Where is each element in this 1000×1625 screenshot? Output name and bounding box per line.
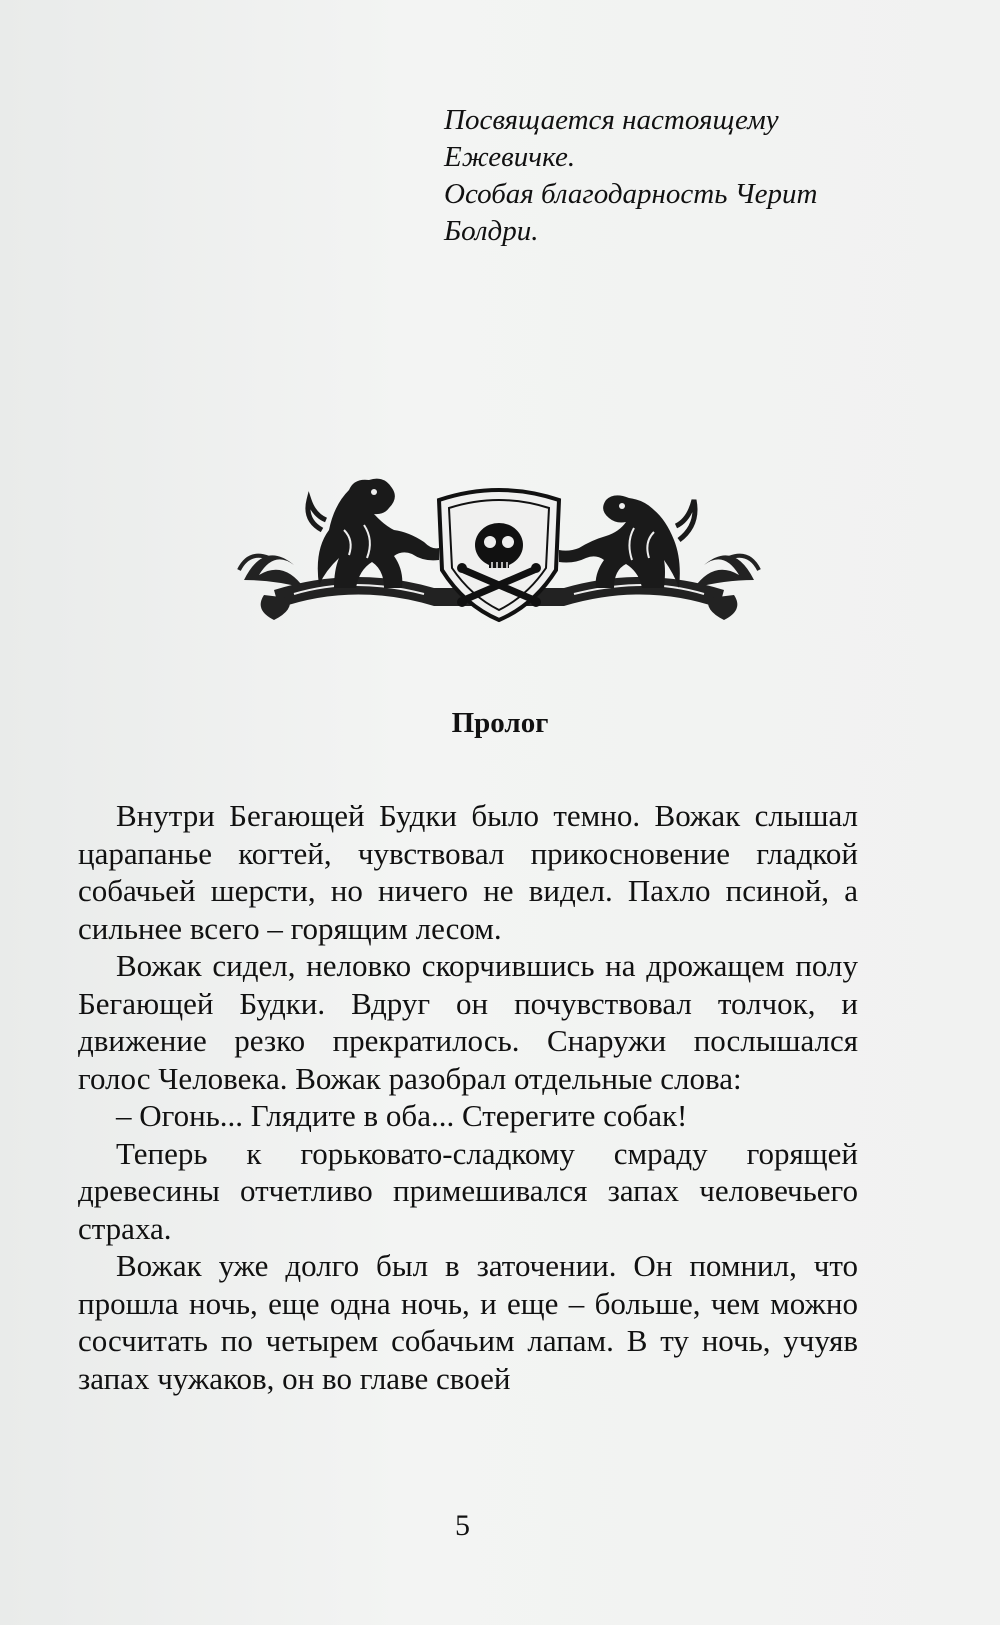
- chapter-title: Пролог: [451, 707, 549, 739]
- dedication-line-1: Посвящается настоящему Ежевичке.: [444, 104, 779, 173]
- body-text: [78, 797, 858, 1397]
- paragraph: Вожак сидел, неловко скорчившись на дрожащем полу Бегающей Будки. Вдруг он почувствовал толчок, и движение резко прекратилось. Снаружи послышался голос Человека. Вожак разобрал отдельные слова:: [78, 948, 858, 1096]
- paragraph: Вожак уже долго был в заточении. Он помнил, что прошла ночь, еще одна ночь, и еще – больше, чем можно сосчитать по четырем собачьим лапам. В ту ночь, учуяв запах чужаков, он во главе своей: [78, 1248, 858, 1396]
- paragraph: – Огонь... Глядите в оба... Стерегите собак!: [116, 1098, 688, 1133]
- paragraph: Теперь к горьковато-сладкому смраду горящей древесины отчетливо примешивался запах человечьего страха.: [78, 1135, 858, 1246]
- paragraph: Внутри Бегающей Будки было темно. Вожак слышал царапанье когтей, чувствовал прикосновение гладкой собачьей шерсти, но ничего не видел. Пахло псиной, а сильнее всего – горящим лесом.: [78, 798, 858, 946]
- heraldic-emblem-icon: [234, 470, 764, 640]
- page-number: 5: [455, 1509, 470, 1542]
- dedication-line-2: Особая благодарность Черит Болдри.: [444, 178, 818, 247]
- dedication: [444, 102, 864, 250]
